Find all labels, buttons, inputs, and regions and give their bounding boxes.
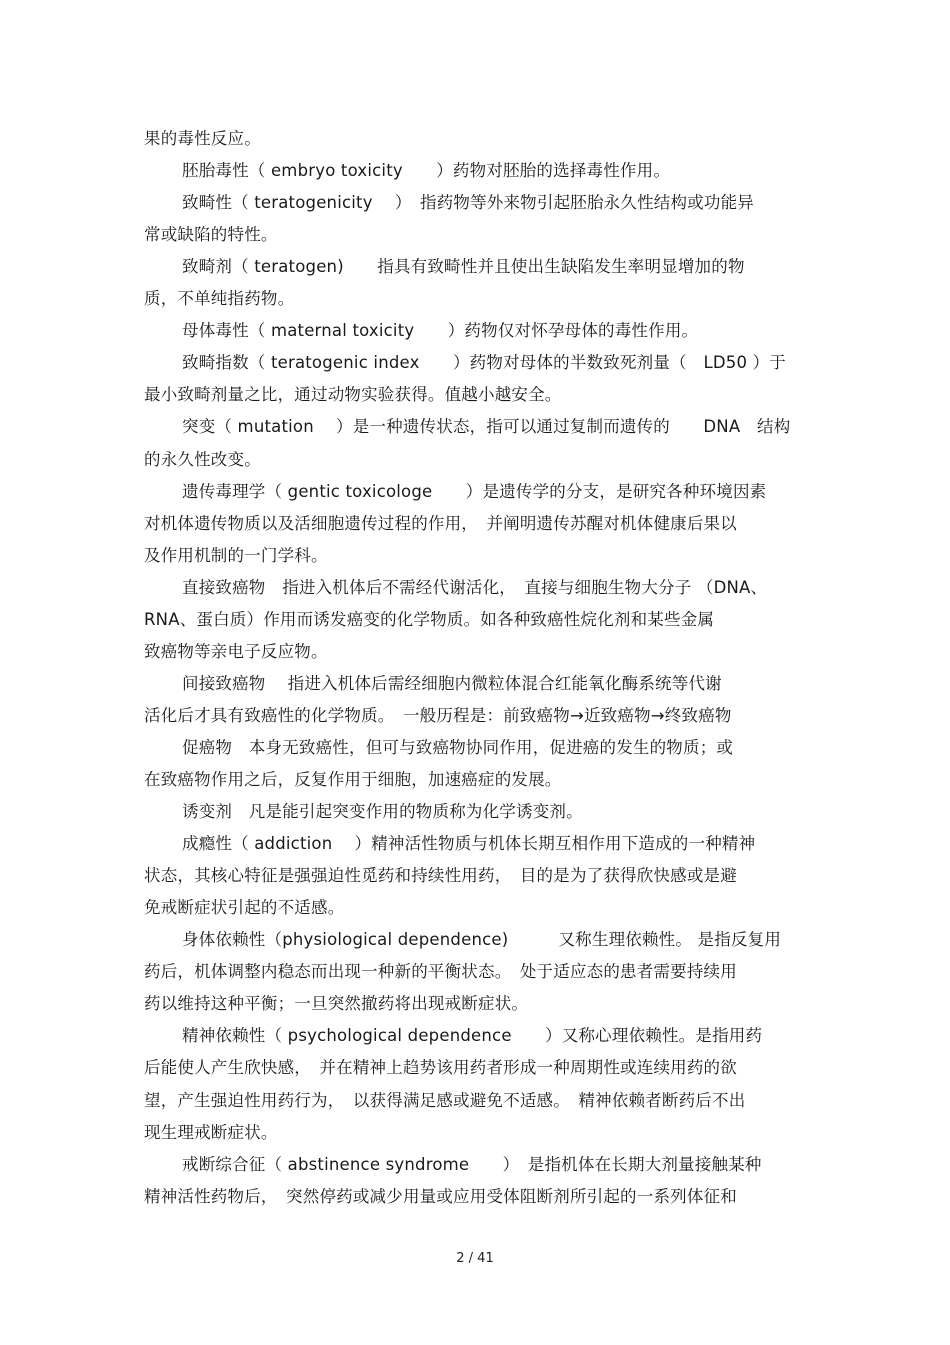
page-number: 2 / 41 bbox=[456, 1251, 494, 1266]
text-line: 间接致癌物 指进入机体后需经细胞内微粒体混合红能氧化酶系统等代谢 bbox=[182, 674, 722, 693]
text-line: 母体毒性（ maternal toxicity ）药物仅对怀孕母体的毒性作用。 bbox=[182, 321, 699, 340]
text-line: 精神依赖性（ psychological dependence ）又称心理依赖性。是指用药 bbox=[182, 1026, 763, 1045]
text-line: 药后，机体调整内稳态而出现一种新的平衡状态。 处于适应态的患者需要持续用 bbox=[144, 962, 737, 981]
text-line: 突变（ mutation ）是一种遗传状态，指可以通过复制而遗传的 DNA 结构 bbox=[182, 417, 791, 436]
text-line: 果的毒性反应。 bbox=[144, 129, 261, 148]
text-line: 在致癌物作用之后，反复作用于细胞，加速癌症的发展。 bbox=[144, 770, 562, 789]
text-line: 及作用机制的一门学科。 bbox=[144, 546, 328, 565]
text-line: 直接致癌物 指进入机体后不需经代谢活化， 直接与细胞生物大分子 （DNA、 bbox=[182, 578, 768, 597]
text-line: 诱变剂 凡是能引起突变作用的物质称为化学诱变剂。 bbox=[182, 802, 583, 821]
text-line: 常或缺陷的特性。 bbox=[144, 225, 278, 244]
text-line: RNA、蛋白质）作用而诱发癌变的化学物质。如各种致癌性烷化剂和某些金属 bbox=[144, 610, 715, 629]
text-line: 最小致畸剂量之比，通过动物实验获得。值越小越安全。 bbox=[144, 385, 562, 404]
text-line: 成瘾性（ addiction ）精神活性物质与机体长期互相作用下造成的一种精神 bbox=[182, 834, 756, 853]
text-line: 对机体遗传物质以及活细胞遗传过程的作用， 并阐明遗传苏醒对机体健康后果以 bbox=[144, 514, 737, 533]
text-line: 药以维持这种平衡；一旦突然撤药将出现戒断症状。 bbox=[144, 994, 529, 1013]
text-line: 免戒断症状引起的不适感。 bbox=[144, 898, 345, 917]
text-line: 的永久性改变。 bbox=[144, 450, 261, 469]
text-line: 戒断综合征（ abstinence syndrome ） 是指机体在长期大剂量接触某种 bbox=[182, 1155, 762, 1174]
text-line: 致畸指数（ teratogenic index ）药物对母体的半数致死剂量（ LD50 ）于 bbox=[182, 353, 786, 372]
text-line: 精神活性药物后， 突然停药或减少用量或应用受体阻断剂所引起的一系列体征和 bbox=[144, 1187, 737, 1206]
text-line: 遗传毒理学（ gentic toxicologe ）是遗传学的分支，是研究各种环境因素 bbox=[182, 482, 767, 501]
text-line: 现生理戒断症状。 bbox=[144, 1123, 278, 1142]
text-line: 身体依赖性（physiological dependence) 又称生理依赖性。 是指反复用 bbox=[182, 930, 782, 949]
text-line: 活化后才具有致癌性的化学物质。 一般历程是：前致癌物→近致癌物→终致癌物 bbox=[144, 706, 732, 725]
text-line: 质，不单纯指药物。 bbox=[144, 289, 295, 308]
text-line: 致畸剂（ teratogen) 指具有致畸性并且使出生缺陷发生率明显增加的物 bbox=[182, 257, 745, 276]
text-line: 致畸性（ teratogenicity ） 指药物等外来物引起胚胎永久性结构或功能异 bbox=[182, 193, 754, 212]
text-line: 致癌物等亲电子反应物。 bbox=[144, 642, 328, 661]
text-line: 胚胎毒性（ embryo toxicity ）药物对胚胎的选择毒性作用。 bbox=[182, 161, 671, 180]
text-line: 望，产生强迫性用药行为， 以获得满足感或避免不适感。 精神依赖者断药后不出 bbox=[144, 1091, 746, 1110]
text-line: 促癌物 本身无致癌性，但可与致癌物协同作用，促进癌的发生的物质；或 bbox=[182, 738, 734, 757]
text-line: 状态，其核心特征是强强迫性觅药和持续性用药， 目的是为了获得欣快感或是避 bbox=[144, 866, 737, 885]
text-line: 后能使人产生欣快感， 并在精神上趋势该用药者形成一种周期性或连续用药的欲 bbox=[144, 1058, 737, 1077]
